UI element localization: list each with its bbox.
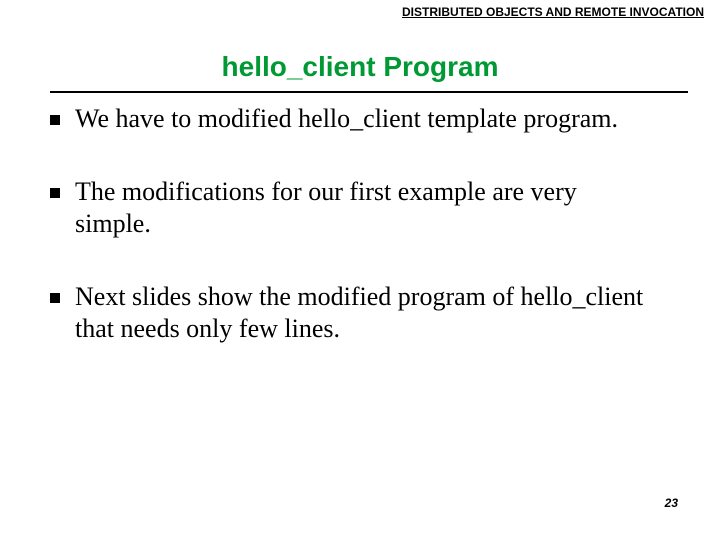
bullet-item (50, 176, 650, 240)
bullet-list (50, 103, 650, 345)
square-bullet-icon (50, 293, 60, 303)
title-underline-divider (50, 91, 688, 93)
square-bullet-icon (50, 188, 60, 198)
section-header: DISTRIBUTED OBJECTS AND REMOTE INVOCATION (401, 5, 704, 19)
slide-title: hello_client Program (221, 51, 499, 82)
square-bullet-icon (50, 115, 60, 125)
bullet-item (50, 281, 650, 345)
bullet-item (50, 103, 650, 135)
page-number: 23 (664, 496, 678, 510)
bullet-text: Next slides show the modified program of hello_client that needs only few lines. (75, 282, 644, 343)
bullet-text: We have to modified hello_client template program. (75, 104, 619, 133)
bullet-text: The modifications for our first example are very simple. (75, 177, 577, 238)
